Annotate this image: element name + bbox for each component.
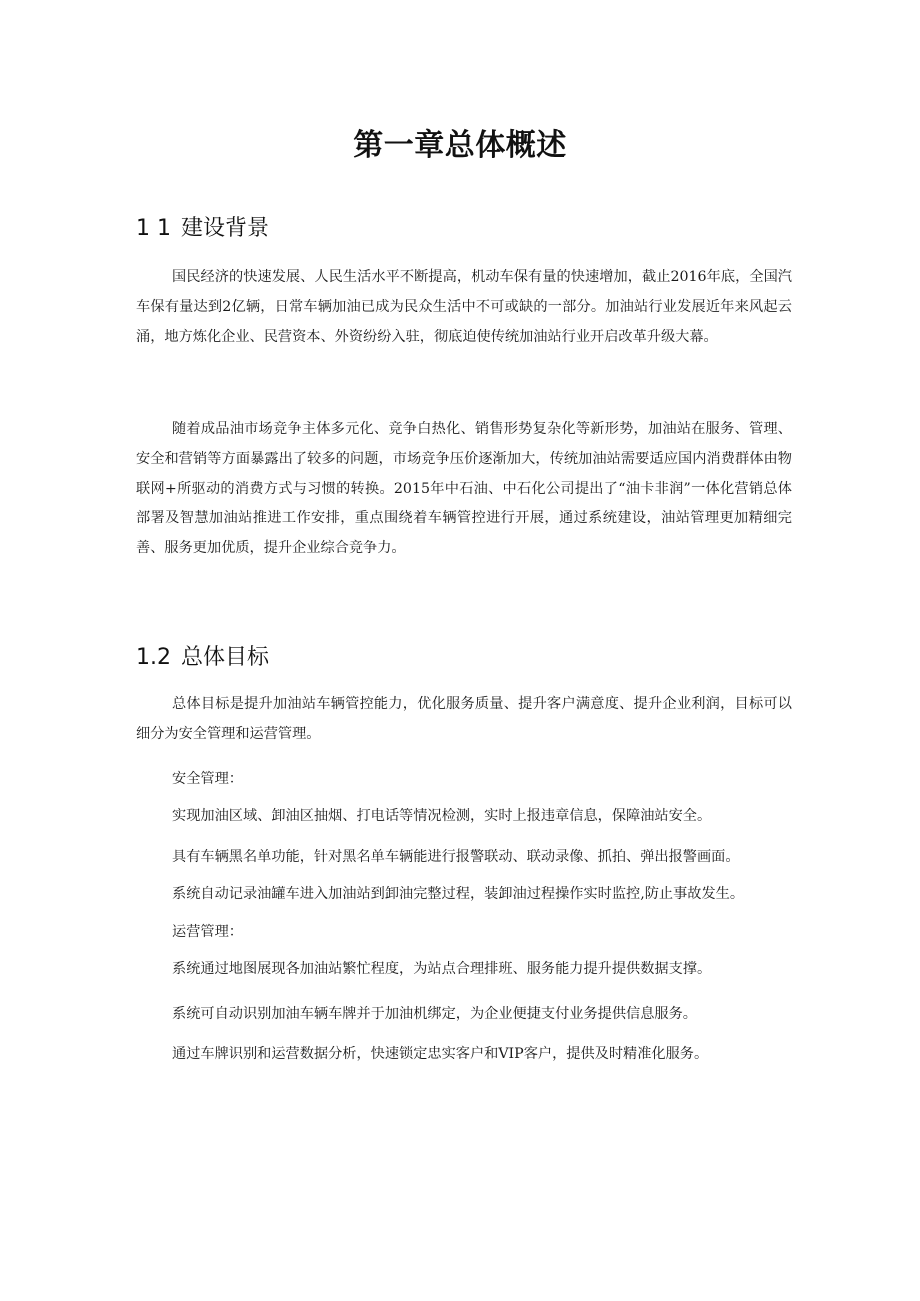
goal-line: 实现加油区域、卸油区抽烟、打电话等情况检测，实时上报违章信息，保障油站安全。 <box>172 808 712 824</box>
paragraph-background-2: 随着成品油市场竞争主体多元化、竞争白热化、销售形势复杂化等新形势，加油站在服务、管理、安全和营销等方面暴露出了较多的问题，市场竞争压价逐渐加大，传统加油站需要适应国内消费群体由物联网+所驱动的消费方式与习惯的转换。2015年中石油、中石化公司提出了“油卡非润”一体化营销总体部署及智慧加油站推进工作安排，重点围绕着车辆管控进行开展，通过系统建设，油站管理更加精细完善、服务更加优质，提升企业综合竞争力。 <box>136 421 792 557</box>
paragraph-goals-intro: 总体目标是提升加油站车辆管控能力，优化服务质量、提升客户满意度、提升企业利润，目标可以细分为安全管理和运营管理。 <box>136 696 792 742</box>
goal-line-safety-label: 安全管理： <box>172 771 243 787</box>
chapter-title: 第一章总体概述 <box>353 128 567 163</box>
goal-line: 系统可自动识别加油车辆车牌并于加油机绑定，为企业便捷支付业务提供信息服务。 <box>172 1006 697 1022</box>
paragraph-background-1: 国民经济的快速发展、人民生活水平不断提高，机动车保有量的快速增加，截止2016年底，全国汽车保有量达到2亿辆，日常车辆加油已成为民众生活中不可或缺的一部分。加油站行业发展近年来风起云涌，地方炼化企业、民营资本、外资纷纷入驻，彻底迫使传统加油站行业开启改革升级大幕。 <box>136 269 792 345</box>
section-number: 1 1 <box>136 216 171 241</box>
goal-line: 具有车辆黑名单功能，针对黑名单车辆能进行报警联动、联动录像、抓拍、弹出报警画面。 <box>172 849 740 865</box>
section-title: 建设背景 <box>181 216 270 241</box>
section-heading-goals <box>136 641 269 675</box>
goal-line: 系统自动记录油罐车进入加油站到卸油完整过程，装卸油过程操作实时监控,防止事故发生。 <box>172 886 745 902</box>
goal-line: 通过车牌识别和运营数据分析，快速锁定忠实客户和VIP客户，提供及时精准化服务。 <box>172 1046 709 1062</box>
goal-line: 系统通过地图展现各加油站繁忙程度，为站点合理排班、服务能力提升提供数据支撑。 <box>172 961 712 977</box>
goal-line-operations-label: 运营管理： <box>172 924 243 940</box>
section-number: 1.2 <box>136 645 171 670</box>
section-heading-background <box>136 212 269 246</box>
section-title: 总体目标 <box>181 645 270 670</box>
